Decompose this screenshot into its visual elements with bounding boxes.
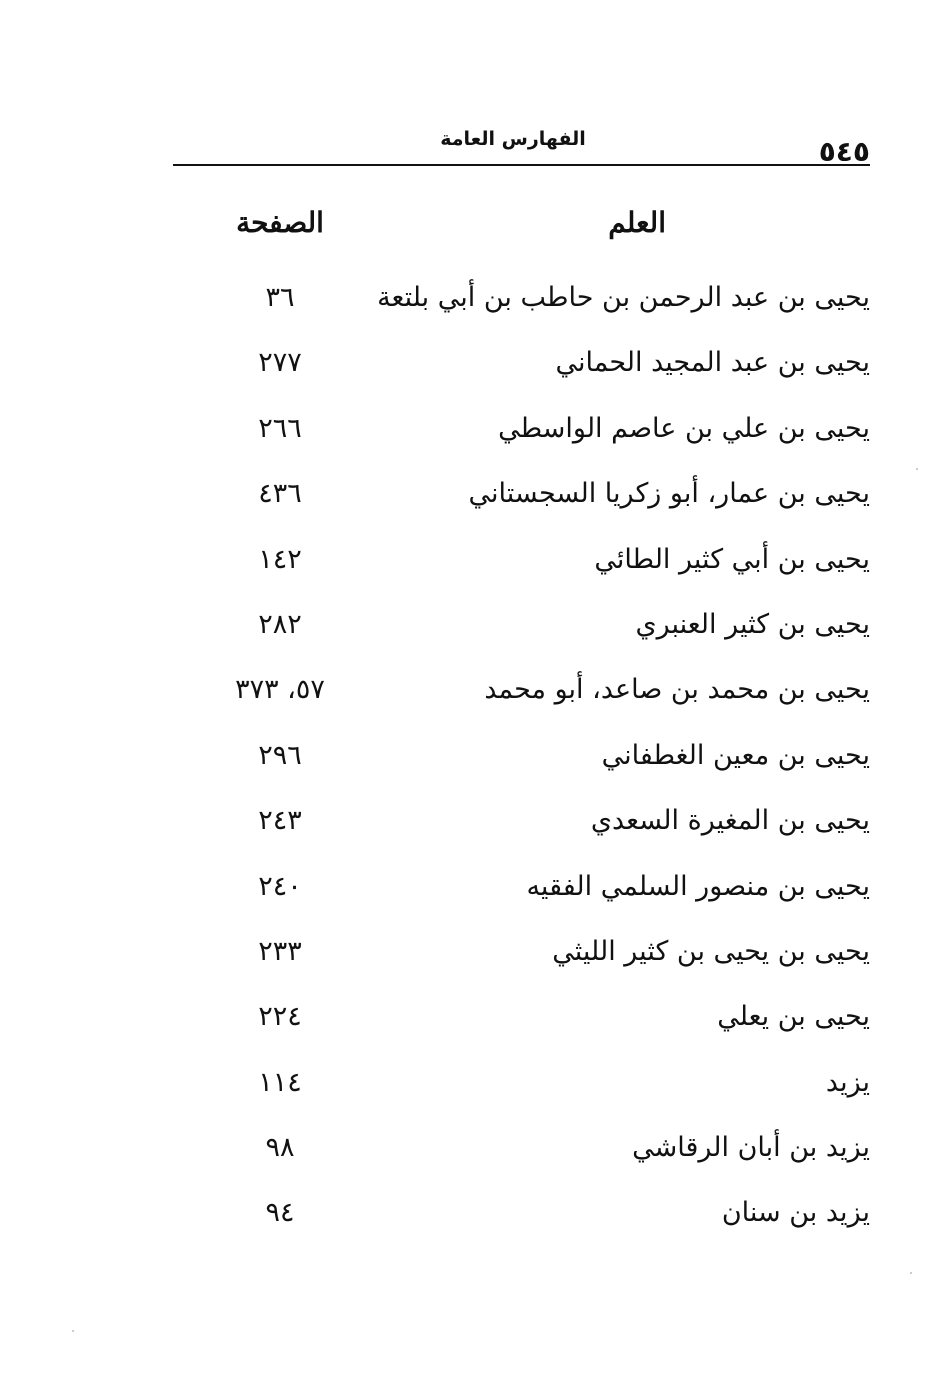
index-entry bbox=[0, 468, 928, 533]
entry-name: يزيد بن أبان الرقاشي bbox=[632, 1132, 870, 1164]
entry-page: ٢٧٧ bbox=[258, 347, 302, 379]
index-entry bbox=[0, 795, 928, 860]
entry-name: يزيد بن سنان bbox=[721, 1197, 870, 1229]
name-column-heading: العلم bbox=[608, 206, 666, 239]
column-headers bbox=[0, 206, 928, 256]
entry-name: يحيى بن يعلي bbox=[717, 1001, 870, 1033]
entry-name: يحيى بن منصور السلمي الفقيه bbox=[526, 870, 870, 902]
index-entry bbox=[0, 534, 928, 599]
page-header bbox=[173, 120, 870, 166]
entry-page: ٩٤ bbox=[265, 1197, 295, 1229]
index-entry bbox=[0, 1187, 928, 1252]
entry-name: يزيد bbox=[825, 1066, 870, 1098]
entry-name: يحيى بن المغيرة السعدي bbox=[590, 805, 870, 837]
page-number: ٥٤٥ bbox=[818, 135, 870, 168]
header-rule bbox=[173, 164, 870, 166]
entry-page: ٩٨ bbox=[265, 1132, 295, 1164]
entry-page: ٢٢٤ bbox=[258, 1001, 302, 1033]
entry-page: ٢٤٣ bbox=[258, 805, 302, 837]
index-entry bbox=[0, 1122, 928, 1187]
entry-page: ١١٤ bbox=[258, 1066, 302, 1098]
entry-page: ٢٩٦ bbox=[258, 739, 302, 771]
scan-speck bbox=[72, 1330, 74, 1332]
index-entry bbox=[0, 664, 928, 729]
index-entry bbox=[0, 861, 928, 926]
entry-name: يحيى بن كثير العنبري bbox=[635, 608, 870, 640]
entry-name: يحيى بن عمار، أبو زكريا السجستاني bbox=[468, 478, 870, 510]
index-entry bbox=[0, 337, 928, 402]
page-column-heading: الصفحة bbox=[236, 206, 324, 239]
entry-name: يحيى بن أبي كثير الطائي bbox=[594, 543, 870, 575]
entry-page: ٢٣٣ bbox=[258, 935, 302, 967]
entry-name: يحيى بن عبد المجيد الحماني bbox=[555, 347, 870, 379]
index-entry bbox=[0, 272, 928, 337]
entry-page: ٥٧، ٣٧٣ bbox=[235, 674, 325, 706]
index-entry bbox=[0, 1057, 928, 1122]
entry-page: ٤٣٦ bbox=[258, 478, 302, 510]
entry-name: يحيى بن يحيى بن كثير الليثي bbox=[552, 935, 870, 967]
index-entry bbox=[0, 599, 928, 664]
entry-page: ٢٦٦ bbox=[258, 412, 302, 444]
scan-speck bbox=[916, 468, 918, 470]
entry-page: ٣٦ bbox=[265, 282, 295, 313]
index-entry bbox=[0, 730, 928, 795]
index-entry bbox=[0, 926, 928, 991]
entry-name: يحيى بن معين الغطفاني bbox=[601, 739, 870, 771]
index-list bbox=[0, 272, 928, 1253]
entry-page: ٢٤٠ bbox=[258, 870, 302, 902]
index-entry bbox=[0, 403, 928, 468]
entry-page: ١٤٢ bbox=[258, 543, 302, 575]
index-entry bbox=[0, 991, 928, 1056]
running-title: الفهارس العامة bbox=[440, 128, 586, 150]
entry-name: يحيى بن علي بن عاصم الواسطي bbox=[498, 412, 870, 444]
entry-name: يحيى بن محمد بن صاعد، أبو محمد bbox=[484, 674, 870, 706]
entry-page: ٢٨٢ bbox=[258, 608, 302, 640]
entry-name: يحيى بن عبد الرحمن بن حاطب بن أبي بلتعة bbox=[377, 282, 870, 313]
scan-speck bbox=[910, 1272, 912, 1274]
